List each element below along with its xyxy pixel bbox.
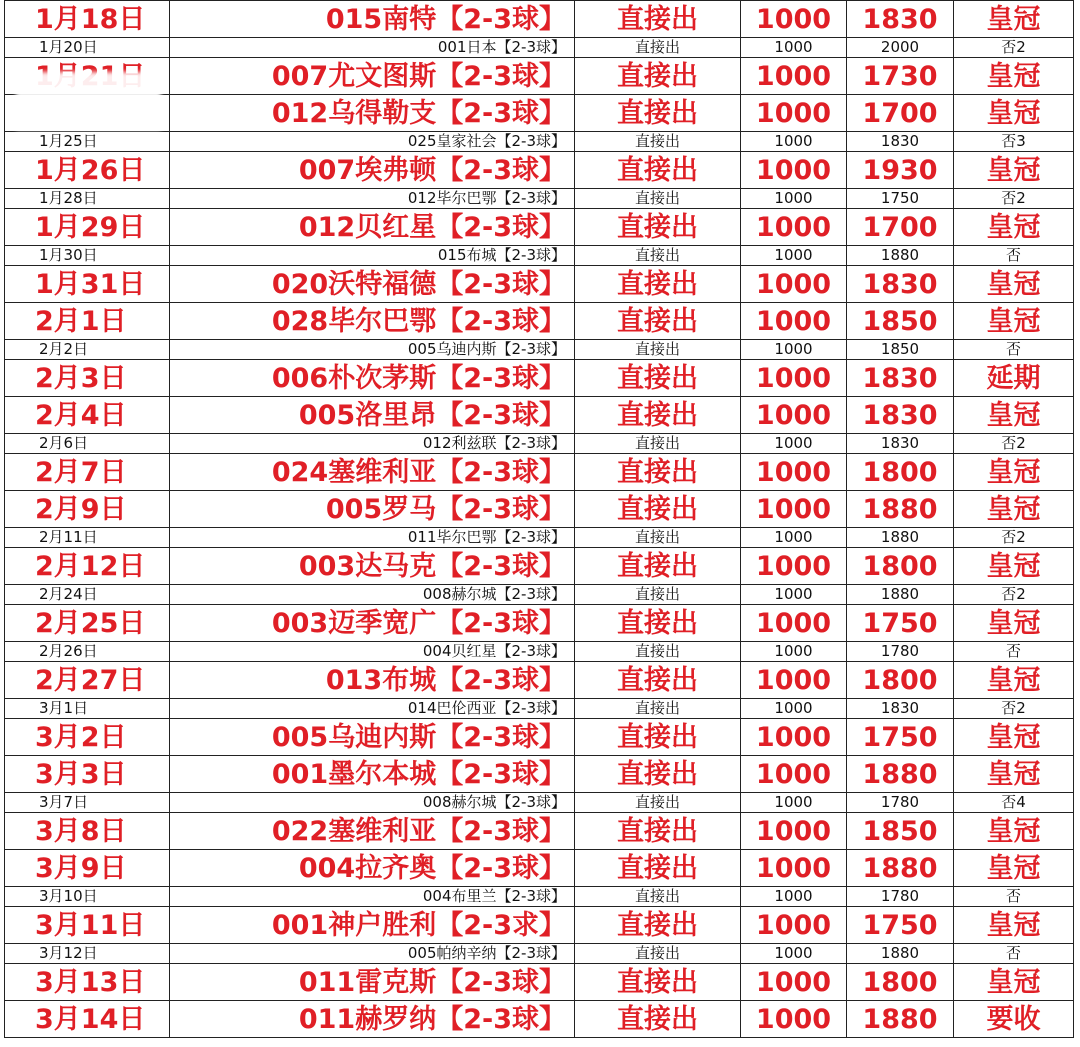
stake-cell: 1000 — [741, 434, 847, 454]
return-cell: 1880 — [847, 528, 954, 548]
date-cell: 3月2日 — [5, 719, 170, 756]
play-cell: 直接出 — [575, 756, 741, 793]
result-cell: 否 — [954, 340, 1074, 360]
match-cell: 001墨尔本城【2-3球】 — [170, 756, 575, 793]
date-cell: 2月7日 — [5, 454, 170, 491]
return-cell: 1880 — [847, 850, 954, 887]
stake-cell: 1000 — [741, 662, 847, 699]
date-cell: 3月8日 — [5, 813, 170, 850]
play-cell: 直接出 — [575, 585, 741, 605]
match-cell: 011赫罗纳【2-3球】 — [170, 1001, 575, 1038]
play-cell: 直接出 — [575, 132, 741, 152]
table-row — [5, 793, 1074, 813]
result-cell: 否3 — [954, 132, 1074, 152]
stake-cell: 1000 — [741, 944, 847, 964]
match-cell: 008赫尔城【2-3球】 — [170, 585, 575, 605]
return-cell: 1830 — [847, 699, 954, 719]
return-cell: 1830 — [847, 132, 954, 152]
table-row — [5, 454, 1074, 491]
return-cell: 1700 — [847, 95, 954, 132]
match-cell: 006朴次茅斯【2-3球】 — [170, 360, 575, 397]
play-cell: 直接出 — [575, 434, 741, 454]
table-row — [5, 246, 1074, 266]
result-cell: 皇冠 — [954, 58, 1074, 95]
stake-cell: 1000 — [741, 964, 847, 1001]
stake-cell: 1000 — [741, 266, 847, 303]
table-row — [5, 719, 1074, 756]
stake-cell: 1000 — [741, 58, 847, 95]
match-cell: 005帕纳辛纳【2-3球】 — [170, 944, 575, 964]
table-row — [5, 528, 1074, 548]
result-cell: 皇冠 — [954, 1, 1074, 38]
play-cell: 直接出 — [575, 58, 741, 95]
match-cell: 012毕尔巴鄂【2-3球】 — [170, 189, 575, 209]
date-cell: 3月3日 — [5, 756, 170, 793]
stake-cell: 1000 — [741, 189, 847, 209]
stake-cell: 1000 — [741, 887, 847, 907]
result-cell: 皇冠 — [954, 605, 1074, 642]
stake-cell: 1000 — [741, 38, 847, 58]
stake-cell: 1000 — [741, 454, 847, 491]
stake-cell: 1000 — [741, 152, 847, 189]
stake-cell: 1000 — [741, 548, 847, 585]
stake-cell: 1000 — [741, 585, 847, 605]
play-cell: 直接出 — [575, 397, 741, 434]
match-cell: 013布城【2-3球】 — [170, 662, 575, 699]
match-cell: 005罗马【2-3球】 — [170, 491, 575, 528]
stake-cell: 1000 — [741, 907, 847, 944]
date-cell: 1月29日 — [5, 209, 170, 246]
result-cell: 皇冠 — [954, 813, 1074, 850]
play-cell: 直接出 — [575, 642, 741, 662]
stake-cell: 1000 — [741, 303, 847, 340]
table-row — [5, 1, 1074, 38]
stake-cell: 1000 — [741, 360, 847, 397]
return-cell: 1830 — [847, 360, 954, 397]
result-cell: 要收 — [954, 1001, 1074, 1038]
stake-cell: 1000 — [741, 132, 847, 152]
result-cell: 皇冠 — [954, 548, 1074, 585]
table-row — [5, 397, 1074, 434]
play-cell: 直接出 — [575, 850, 741, 887]
result-cell: 否2 — [954, 585, 1074, 605]
date-cell: 3月9日 — [5, 850, 170, 887]
match-cell: 004拉齐奥【2-3球】 — [170, 850, 575, 887]
table-row — [5, 756, 1074, 793]
return-cell: 1830 — [847, 266, 954, 303]
date-cell: 2月4日 — [5, 397, 170, 434]
stake-cell: 1000 — [741, 209, 847, 246]
play-cell: 直接出 — [575, 360, 741, 397]
play-cell: 直接出 — [575, 813, 741, 850]
result-cell: 皇冠 — [954, 719, 1074, 756]
result-cell: 否2 — [954, 434, 1074, 454]
return-cell: 1730 — [847, 58, 954, 95]
return-cell: 1780 — [847, 642, 954, 662]
table-row — [5, 699, 1074, 719]
result-cell: 皇冠 — [954, 491, 1074, 528]
return-cell: 1780 — [847, 793, 954, 813]
result-cell: 否 — [954, 887, 1074, 907]
match-cell: 025皇家社会【2-3球】 — [170, 132, 575, 152]
play-cell: 直接出 — [575, 907, 741, 944]
stake-cell: 1000 — [741, 699, 847, 719]
return-cell: 1780 — [847, 887, 954, 907]
date-cell: 2月25日 — [5, 605, 170, 642]
match-cell: 024塞维利亚【2-3球】 — [170, 454, 575, 491]
return-cell: 2000 — [847, 38, 954, 58]
play-cell: 直接出 — [575, 528, 741, 548]
result-cell: 皇冠 — [954, 454, 1074, 491]
match-cell: 004贝红星【2-3球】 — [170, 642, 575, 662]
date-cell: 1月25日 — [5, 132, 170, 152]
return-cell: 1700 — [847, 209, 954, 246]
table-row — [5, 434, 1074, 454]
date-cell: 2月12日 — [5, 548, 170, 585]
table-row — [5, 266, 1074, 303]
date-cell: 2月11日 — [5, 528, 170, 548]
play-cell: 直接出 — [575, 548, 741, 585]
result-cell: 否2 — [954, 699, 1074, 719]
table-row — [5, 813, 1074, 850]
stake-cell: 1000 — [741, 642, 847, 662]
table-row — [5, 340, 1074, 360]
play-cell: 直接出 — [575, 209, 741, 246]
stake-cell: 1000 — [741, 793, 847, 813]
return-cell: 1850 — [847, 340, 954, 360]
play-cell: 直接出 — [575, 266, 741, 303]
match-cell: 022塞维利亚【2-3球】 — [170, 813, 575, 850]
result-cell: 延期 — [954, 360, 1074, 397]
table-row — [5, 303, 1074, 340]
play-cell: 直接出 — [575, 887, 741, 907]
match-cell: 005乌迪内斯【2-3球】 — [170, 340, 575, 360]
table-row — [5, 944, 1074, 964]
match-cell: 004布里兰【2-3球】 — [170, 887, 575, 907]
match-cell: 011毕尔巴鄂【2-3球】 — [170, 528, 575, 548]
table-row — [5, 964, 1074, 1001]
date-cell: 2月24日 — [5, 585, 170, 605]
return-cell: 1880 — [847, 944, 954, 964]
blurred-date-region — [16, 72, 161, 130]
stake-cell: 1000 — [741, 756, 847, 793]
date-cell: 3月11日 — [5, 907, 170, 944]
match-cell: 005乌迪内斯【2-3球】 — [170, 719, 575, 756]
play-cell: 直接出 — [575, 95, 741, 132]
date-cell: 2月1日 — [5, 303, 170, 340]
date-cell: 1月31日 — [5, 266, 170, 303]
table-row — [5, 491, 1074, 528]
date-cell: 3月7日 — [5, 793, 170, 813]
play-cell: 直接出 — [575, 246, 741, 266]
play-cell: 直接出 — [575, 605, 741, 642]
date-cell: 1月26日 — [5, 152, 170, 189]
return-cell: 1750 — [847, 605, 954, 642]
result-cell: 皇冠 — [954, 303, 1074, 340]
date-cell: 1月18日 — [5, 1, 170, 38]
date-cell: 2月27日 — [5, 662, 170, 699]
play-cell: 直接出 — [575, 793, 741, 813]
result-cell: 否 — [954, 246, 1074, 266]
return-cell: 1800 — [847, 548, 954, 585]
play-cell: 直接出 — [575, 1, 741, 38]
return-cell: 1800 — [847, 454, 954, 491]
result-cell: 否 — [954, 944, 1074, 964]
return-cell: 1880 — [847, 756, 954, 793]
match-cell: 001神户胜利【2-3求】 — [170, 907, 575, 944]
date-cell: 1月20日 — [5, 38, 170, 58]
result-cell: 否2 — [954, 189, 1074, 209]
table-row — [5, 662, 1074, 699]
table-row — [5, 360, 1074, 397]
play-cell: 直接出 — [575, 944, 741, 964]
play-cell: 直接出 — [575, 964, 741, 1001]
match-cell: 007埃弗顿【2-3球】 — [170, 152, 575, 189]
return-cell: 1750 — [847, 907, 954, 944]
table-row — [5, 209, 1074, 246]
table-row — [5, 907, 1074, 944]
table-row — [5, 887, 1074, 907]
return-cell: 1850 — [847, 303, 954, 340]
result-cell: 皇冠 — [954, 907, 1074, 944]
return-cell: 1800 — [847, 964, 954, 1001]
table-row — [5, 850, 1074, 887]
date-cell: 2月3日 — [5, 360, 170, 397]
record-table — [4, 0, 1074, 1038]
match-cell: 005洛里昂【2-3球】 — [170, 397, 575, 434]
return-cell: 1880 — [847, 246, 954, 266]
return-cell: 1830 — [847, 1, 954, 38]
date-cell: 2月6日 — [5, 434, 170, 454]
stake-cell: 1000 — [741, 605, 847, 642]
stake-cell: 1000 — [741, 719, 847, 756]
play-cell: 直接出 — [575, 38, 741, 58]
table-row — [5, 38, 1074, 58]
match-cell: 003达马克【2-3球】 — [170, 548, 575, 585]
return-cell: 1930 — [847, 152, 954, 189]
match-cell: 003迈季宽广【2-3球】 — [170, 605, 575, 642]
result-cell: 皇冠 — [954, 756, 1074, 793]
table-row — [5, 642, 1074, 662]
stake-cell: 1000 — [741, 397, 847, 434]
date-cell: 3月12日 — [5, 944, 170, 964]
return-cell: 1750 — [847, 189, 954, 209]
stake-cell: 1000 — [741, 340, 847, 360]
match-cell: 001日本【2-3球】 — [170, 38, 575, 58]
date-cell: 2月2日 — [5, 340, 170, 360]
table-row — [5, 189, 1074, 209]
result-cell: 否 — [954, 642, 1074, 662]
result-cell: 否4 — [954, 793, 1074, 813]
date-cell: 3月14日 — [5, 1001, 170, 1038]
play-cell: 直接出 — [575, 662, 741, 699]
stake-cell: 1000 — [741, 813, 847, 850]
date-cell: 3月13日 — [5, 964, 170, 1001]
return-cell: 1750 — [847, 719, 954, 756]
stake-cell: 1000 — [741, 491, 847, 528]
match-cell: 028毕尔巴鄂【2-3球】 — [170, 303, 575, 340]
record-table-body — [5, 1, 1074, 1038]
match-cell: 012利兹联【2-3球】 — [170, 434, 575, 454]
match-cell: 015南特【2-3球】 — [170, 1, 575, 38]
match-cell: 020沃特福德【2-3球】 — [170, 266, 575, 303]
return-cell: 1830 — [847, 397, 954, 434]
table-row — [5, 605, 1074, 642]
play-cell: 直接出 — [575, 1001, 741, 1038]
result-cell: 皇冠 — [954, 850, 1074, 887]
result-cell: 皇冠 — [954, 95, 1074, 132]
stake-cell: 1000 — [741, 246, 847, 266]
match-cell: 012乌得勒支【2-3球】 — [170, 95, 575, 132]
play-cell: 直接出 — [575, 699, 741, 719]
result-cell: 皇冠 — [954, 266, 1074, 303]
play-cell: 直接出 — [575, 340, 741, 360]
match-cell: 007尤文图斯【2-3球】 — [170, 58, 575, 95]
result-cell: 否2 — [954, 38, 1074, 58]
result-cell: 皇冠 — [954, 662, 1074, 699]
result-cell: 皇冠 — [954, 209, 1074, 246]
return-cell: 1880 — [847, 1001, 954, 1038]
match-cell: 008赫尔城【2-3球】 — [170, 793, 575, 813]
date-cell: 3月10日 — [5, 887, 170, 907]
play-cell: 直接出 — [575, 303, 741, 340]
play-cell: 直接出 — [575, 152, 741, 189]
match-cell: 011雷克斯【2-3球】 — [170, 964, 575, 1001]
date-cell: 1月28日 — [5, 189, 170, 209]
stake-cell: 1000 — [741, 1001, 847, 1038]
table-row — [5, 58, 1074, 95]
play-cell: 直接出 — [575, 491, 741, 528]
date-cell: 3月1日 — [5, 699, 170, 719]
stake-cell: 1000 — [741, 1, 847, 38]
play-cell: 直接出 — [575, 719, 741, 756]
table-row — [5, 95, 1074, 132]
return-cell: 1880 — [847, 585, 954, 605]
table-row — [5, 585, 1074, 605]
stake-cell: 1000 — [741, 850, 847, 887]
result-cell: 皇冠 — [954, 964, 1074, 1001]
match-cell: 014巴伦西亚【2-3球】 — [170, 699, 575, 719]
return-cell: 1800 — [847, 662, 954, 699]
play-cell: 直接出 — [575, 189, 741, 209]
date-cell: 2月9日 — [5, 491, 170, 528]
result-cell: 皇冠 — [954, 152, 1074, 189]
play-cell: 直接出 — [575, 454, 741, 491]
table-row — [5, 152, 1074, 189]
table-row — [5, 1001, 1074, 1038]
result-cell: 皇冠 — [954, 397, 1074, 434]
date-cell: 1月30日 — [5, 246, 170, 266]
return-cell: 1830 — [847, 434, 954, 454]
table-row — [5, 132, 1074, 152]
return-cell: 1880 — [847, 491, 954, 528]
match-cell: 015布城【2-3球】 — [170, 246, 575, 266]
stake-cell: 1000 — [741, 95, 847, 132]
stake-cell: 1000 — [741, 528, 847, 548]
table-row — [5, 548, 1074, 585]
date-cell: 2月26日 — [5, 642, 170, 662]
result-cell: 否2 — [954, 528, 1074, 548]
match-cell: 012贝红星【2-3球】 — [170, 209, 575, 246]
return-cell: 1850 — [847, 813, 954, 850]
